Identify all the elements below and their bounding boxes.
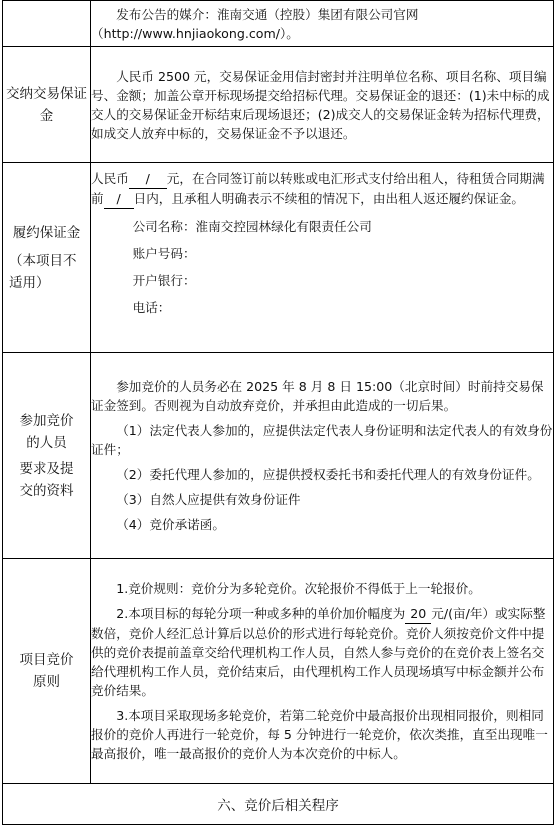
announcement-media-text: 发布公告的媒介：淮南交通（控股）集团有限公司官网（http://www.hnjiaokong.com/）。 [91,6,419,41]
rules-row [3,559,554,784]
media-row-content [91,1,554,47]
performance-terms [91,169,553,209]
rules-content [91,559,554,784]
bidders-label [3,353,91,559]
section-row [3,784,554,825]
rule-2-prefix: 2.本项目标的每轮分项一种或多种的单价加价幅度为 [116,606,406,621]
performance-label-note: （本项目不适用） [9,252,77,291]
performance-label-title: 履约保证金 [12,224,81,241]
media-row [3,1,554,47]
media-row-label-cell [3,1,91,47]
phone-number: 电话： [132,300,171,315]
account-number: 账户号码： [132,246,196,261]
performance-label [3,163,91,353]
days-blank: / [104,189,134,209]
bidders-label-sub: 要求及提交的资料 [19,460,74,499]
deposit-label [3,47,91,163]
info-table [2,0,554,825]
increment-blank: 20 [405,604,431,624]
bidders-item-2: （2）委托代理人参加的，应提供授权委托书和委托代理人的有效身份证件。 [116,467,540,482]
performance-row [3,163,554,353]
bidders-content [91,353,554,559]
amount-blank: / [129,169,167,189]
rule-1: 1.竞价规则：竞价分为多轮竞价。次轮报价不得低于上一轮报价。 [116,581,481,596]
section-title: 六、竞价后相关程序 [3,784,554,825]
deposit-row [3,47,554,163]
deposit-label-text: 交纳交易保证金 [6,85,87,124]
amount-prefix: 人民币 [91,171,129,186]
rules-label [3,559,91,784]
deposit-content [91,47,554,163]
bidders-item-4: （4）竞价承诺函。 [116,517,225,532]
bidders-intro: 参加竞价的人员务必在 2025 年 8 月 8 日 15:00（北京时间）时前持交易保证金签到。否则视为自动放弃竞价，并承担由此造成的一切后果。 [91,379,544,413]
deposit-text: 人民币 2500 元，交易保证金用信封密封并注明单位名称、项目名称、项目编号、金额；加盖公章开标现场提交给招标代理。交易保证金的退还：(1)未中标的成交人的交易保证金开标结束后现场退还；(2)成交人的交易保证金转为招标代理费，如成交人放弃中标的，交易保证金不予以退还。 [91,68,550,141]
rule-2 [91,604,553,700]
bidders-item-3: （3）自然人应提供有效身份证件 [116,492,301,507]
bidders-label-title: 参加竞价的人员 [19,412,74,451]
performance-content [91,163,554,353]
amount-suffix: 元，在合同签订前以转账或电汇形式支付给出租人，待租赁合同期满前 [91,171,545,206]
rules-label-text: 项目竞价原则 [19,652,74,690]
bank-name: 开户银行： [132,273,196,288]
rule-2-suffix: 元/(亩/年）或实际整数倍，竞价人经汇总计算后以总价的形式进行每轮竞价。竞价人须按竞价文件中提供的竞价表提前盖章交给代理机构工作人员，自然人参与竞价的在竞价表上签名交给代理机构工作人员，竞价结束后，由代理机构工作人员现场填写中标金额并公布竞价结果。 [91,606,546,698]
company-name: 公司名称：淮南交控园林绿化有限责任公司 [132,219,372,234]
bidders-item-1: （1）法定代表人参加的，应提供法定代表人身份证明和法定代表人的有效身份证件； [91,423,553,457]
rule-3: 3.本项目采取现场多轮竞价，若第二轮竞价中最高报价出现相同报价，则相同报价的竞价人再进行一轮竞价，每 5 分钟进行一轮竞价，依次类推，直至出现唯一最高报价，唯一最高报价的竞价人为本次竞价的中标人。 [91,708,548,761]
bidders-row [3,353,554,559]
days-suffix: 日内，且承租人明确表示不续租的情况下，由出租人返还履约保证金。 [133,191,524,206]
